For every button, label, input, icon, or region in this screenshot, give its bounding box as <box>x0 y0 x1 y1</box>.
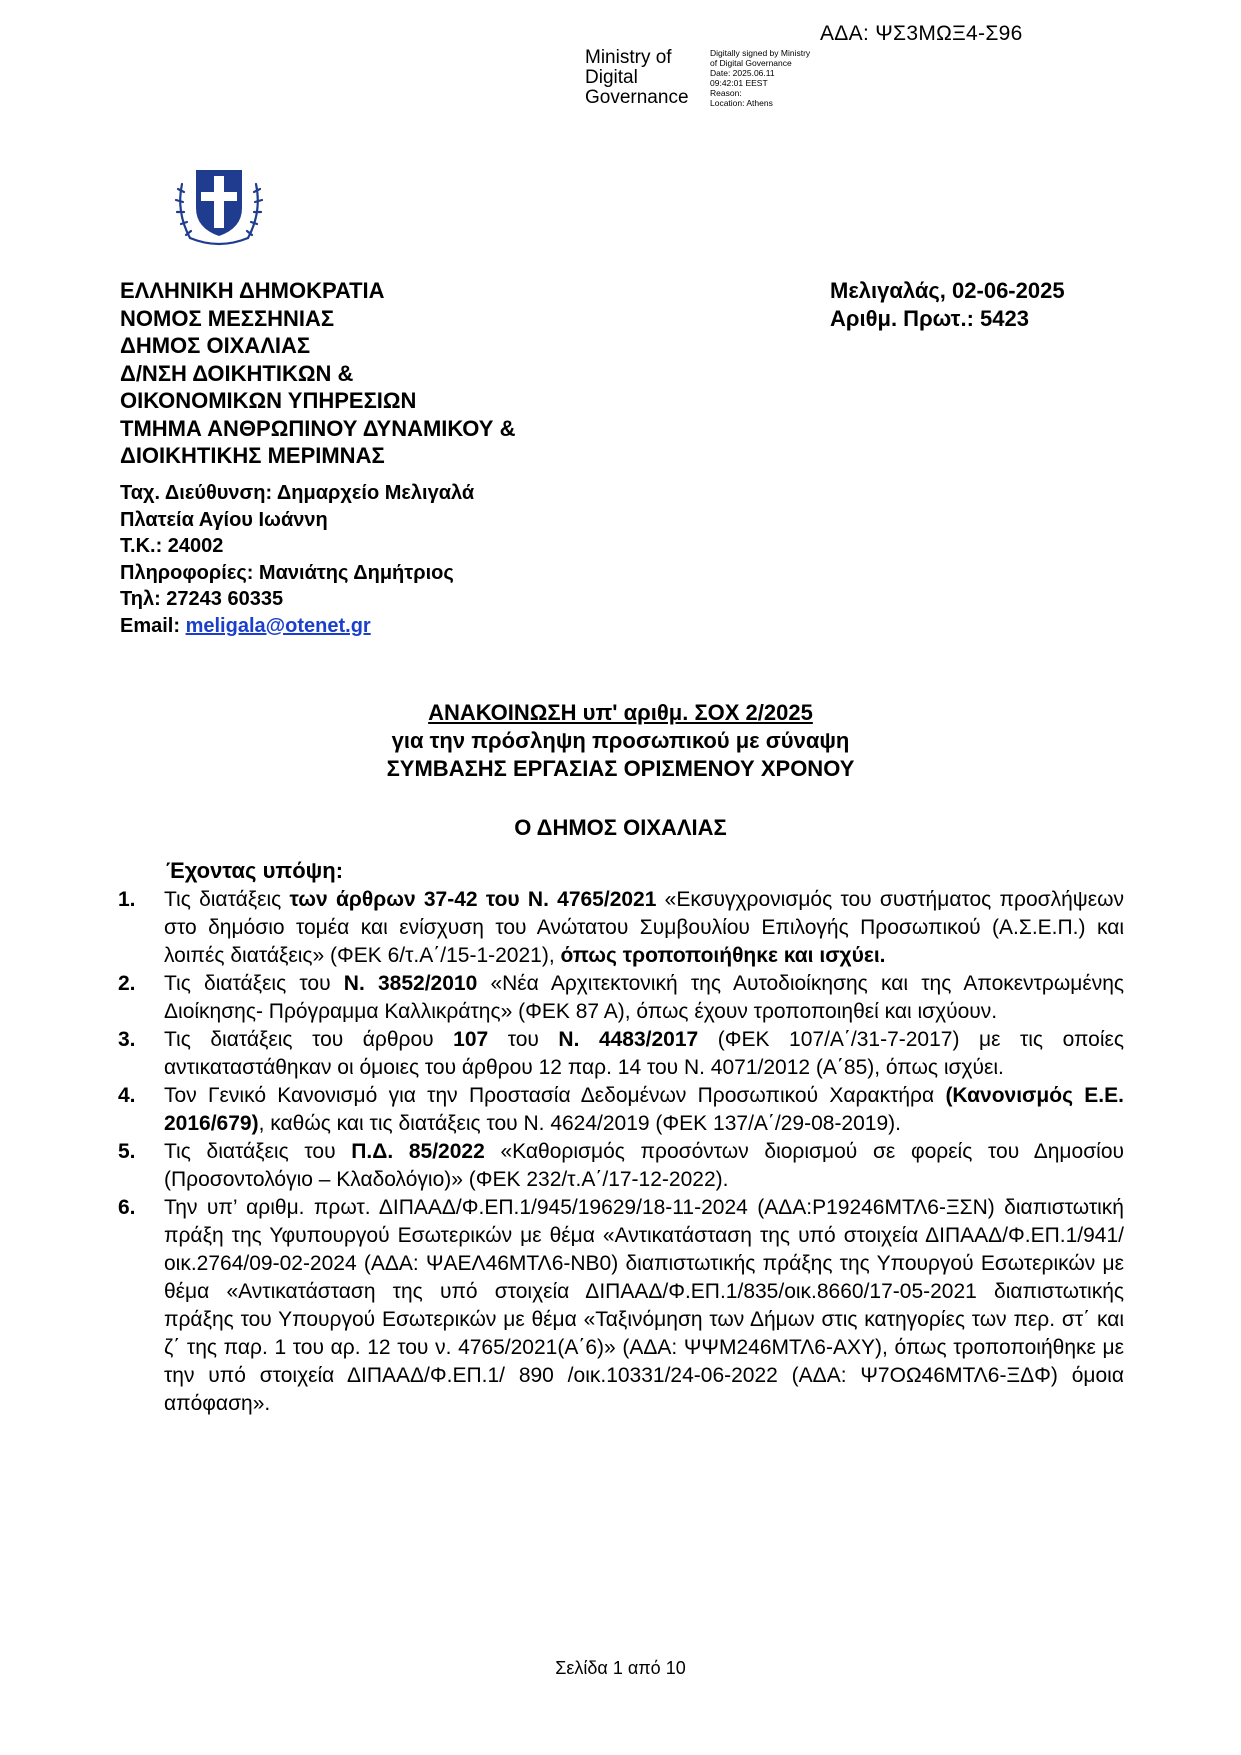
municipality-heading: Ο ΔΗΜΟΣ ΟΙΧΑΛΙΑΣ <box>514 815 727 840</box>
announcement-subtitle: ΣΥΜΒΑΣΗΣ ΕΡΓΑΣΙΑΣ ΟΡΙΣΜΕΝΟΥ ΧΡΟΝΟΥ <box>386 756 855 781</box>
list-item-text: του <box>488 1028 559 1051</box>
list-item-text: Ν. 3852/2010 <box>343 972 478 995</box>
list-item-text: Την υπ’ αριθμ. πρωτ. ΔΙΠΑΑΔ/Φ.ΕΠ.1/945/19629/18-11-2024 (ΑΔΑ:Ρ19246ΜΤΛ6-ΞΣΝ) διαπιστωτική πράξη της Υφυπουργού Εσωτερικών με θέμα «Αντικατάσταση της υπό στοιχεία ΔΙΠΑΑΔ/Φ.ΕΠ.1/941/οικ.2764/09-02-2024 (ΑΔΑ: ΨΑΕΛ46ΜΤΛ6-ΝΒ0) διαπιστωτικής πράξης της Υπουργού Εσωτερικών με θέμα «Αντικατάσταση της υπό στοιχεία ΔΙΠΑΑΔ/Φ.ΕΠ.1/835/οικ.8660/17-05-2021 διαπιστωτικής πράξης του Υπουργού Εσωτερικών με θέμα «Ταξινόμηση των Δήμων στις κατηγορίες των περ. στ΄ και ζ΄ της παρ. 1 του αρ. 12 του ν. 4765/2021(Α΄6)» (ΑΔΑ: ΨΨΜ246ΜΤΛ6-ΑΧΥ), όπως τροποποιήθηκε με την υπό στοιχεία ΔΙΠΑΑΔ/Φ.ΕΠ.1/ 890 /οικ.10331/24-06-2022 (ΑΔΑ: Ψ7ΟΩ46ΜΤΛ6-ΞΔΦ) όμοια απόφαση». <box>164 1196 1124 1415</box>
list-item-number: 5. <box>118 1140 136 1163</box>
list-item-text: Π.Δ. 85/2022 <box>351 1140 485 1163</box>
signature-detail-line: of Digital Governance <box>710 58 792 68</box>
contact-line: Τηλ: 27243 60335 <box>120 588 284 610</box>
email-line <box>120 613 474 640</box>
list-item-text: Τις διατάξεις του άρθρου <box>164 1028 454 1051</box>
announcement-title: ΑΝΑΚΟΙΝΩΣΗ υπ' αριθμ. ΣΟΧ 2/2025 <box>428 700 813 725</box>
signature-organization <box>585 48 695 108</box>
list-item-text: (Κανονισμός Ε.Ε. 2016/679) <box>164 1084 1124 1135</box>
list-item-number: 1. <box>118 888 136 911</box>
contact-details <box>120 480 474 639</box>
contact-line: Τ.Κ.: 24002 <box>120 535 224 557</box>
signature-detail-line: Reason: <box>710 88 742 98</box>
list-item <box>118 886 1124 970</box>
list-item <box>118 1138 1124 1194</box>
contact-line: Πλατεία Αγίου Ιωάννη <box>120 508 328 531</box>
issuing-authority <box>120 277 515 470</box>
authority-line: ΔΗΜΟΣ ΟΙΧΑΛΙΑΣ <box>120 333 311 358</box>
list-item <box>118 1194 1124 1418</box>
place-date: Μελιγαλάς, 02-06-2025 <box>830 278 1065 303</box>
list-item-text: Τις διατάξεις του <box>164 1140 352 1163</box>
list-item-text: των άρθρων 37-42 του Ν. 4765/2021 <box>289 888 657 911</box>
list-item <box>118 970 1124 1026</box>
authority-line: ΝΟΜΟΣ ΜΕΣΣΗΝΙΑΣ <box>120 305 335 331</box>
announcement-subtitle: για την πρόσληψη προσωπικού με σύναψη <box>391 728 850 753</box>
legal-basis-list <box>118 886 1124 1418</box>
list-item-text: 107 <box>453 1028 489 1051</box>
protocol-number: Αριθμ. Πρωτ.: 5423 <box>830 305 1029 331</box>
signature-detail-line: Location: Athens <box>710 98 773 108</box>
authority-line: Δ/ΝΣΗ ΔΟΙΚΗΤΙΚΩΝ & <box>120 360 354 386</box>
list-item-text: «Εκσυγχρονισμός του συστήματος προσλήψεων στο δημόσιο τομέα και ενίσχυση του Ανώτατου Συμβουλίου Επιλογής Προσωπικού (Α.Σ.Ε.Π.) και λοιπές διατάξεις» (ΦΕΚ 6/τ.Α΄/15-1-2021), <box>164 888 1125 967</box>
authority-line: ΤΜΗΜΑ ΑΝΘΡΩΠΙΝΟΥ ΔΥΝΑΜΙΚΟΥ & <box>120 415 516 441</box>
authority-line: ΟΙΚΟΝΟΜΙΚΩΝ ΥΠΗΡΕΣΙΩΝ <box>120 388 417 413</box>
signature-detail-line: Date: 2025.06.11 <box>710 68 775 78</box>
authority-line: ΔΙΟΙΚΗΤΙΚΗΣ ΜΕΡΙΜΝΑΣ <box>120 443 385 468</box>
signature-org-line: Digital <box>585 67 638 88</box>
list-item <box>118 1082 1124 1138</box>
list-item-number: 4. <box>118 1084 136 1107</box>
ada-code: ΑΔΑ: ΨΣ3ΜΩΞ4-Σ96 <box>820 22 1023 45</box>
signature-org-line: Governance <box>585 87 689 108</box>
list-item-text: Τις διατάξεις του <box>164 972 344 995</box>
list-item-text: Ν. 4483/2017 <box>558 1028 699 1051</box>
list-item-text: όπως τροποποιήθηκε και ισχύει. <box>560 944 886 967</box>
list-item-number: 6. <box>118 1196 136 1219</box>
list-item-text: «Καθορισμός προσόντων διορισμού σε φορείς του Δημοσίου (Προσοντολόγιο – Κλαδολόγιο)» (ΦΕΚ 232/τ.Α΄/17-12-2022). <box>164 1140 1124 1191</box>
list-item-number: 3. <box>118 1028 136 1051</box>
date-and-protocol <box>830 277 1065 332</box>
authority-line: ΕΛΛΗΝΙΚΗ ΔΗΜΟΚΡΑΤΙΑ <box>120 278 385 303</box>
contact-line: Πληροφορίες: Μανιάτης Δημήτριος <box>120 561 454 584</box>
having-regard-heading: Έχοντας υπόψη: <box>166 858 344 883</box>
list-item-text: (ΦΕΚ 107/Α΄/31-7-2017) με τις οποίες αντικαταστάθηκαν οι όμοιες του άρθρου 12 παρ. 14 του Ν. 4071/2012 (Α΄85), όπως ισχύει. <box>164 1028 1124 1079</box>
signature-detail-line: 09:42:01 EEST <box>710 78 768 88</box>
signature-details <box>710 48 850 108</box>
email-label: Email: <box>120 614 181 637</box>
list-item-text: «Νέα Αρχιτεκτονική της Αυτοδιοίκησης και της Αποκεντρωμένης Διοίκησης- Πρόγραμμα Καλλικράτης» (ΦΕΚ 87 Α), όπως έχουν τροποποιηθεί και ισχύουν. <box>164 972 1125 1023</box>
contact-line: Ταχ. Διεύθυνση: Δημαρχείο Μελιγαλά <box>120 482 475 504</box>
email-link[interactable]: meligala@otenet.gr <box>185 614 371 637</box>
coat-of-arms-icon <box>168 150 270 255</box>
signature-detail-line: Digitally signed by Ministry <box>710 48 811 58</box>
signature-org-line: Ministry of <box>585 47 672 68</box>
list-item-text: Τις διατάξεις <box>164 888 290 911</box>
list-item-text: Τον Γενικό Κανονισμό για την Προστασία Δεδομένων Προσωπικού Χαρακτήρα <box>164 1084 946 1107</box>
list-item-number: 2. <box>118 972 136 995</box>
list-item <box>118 1026 1124 1082</box>
page-number: Σελίδα 1 από 10 <box>555 1658 686 1678</box>
list-item-text: , καθώς και τις διατάξεις του Ν. 4624/2019 (ΦΕΚ 137/Α΄/29-08-2019). <box>258 1112 901 1135</box>
